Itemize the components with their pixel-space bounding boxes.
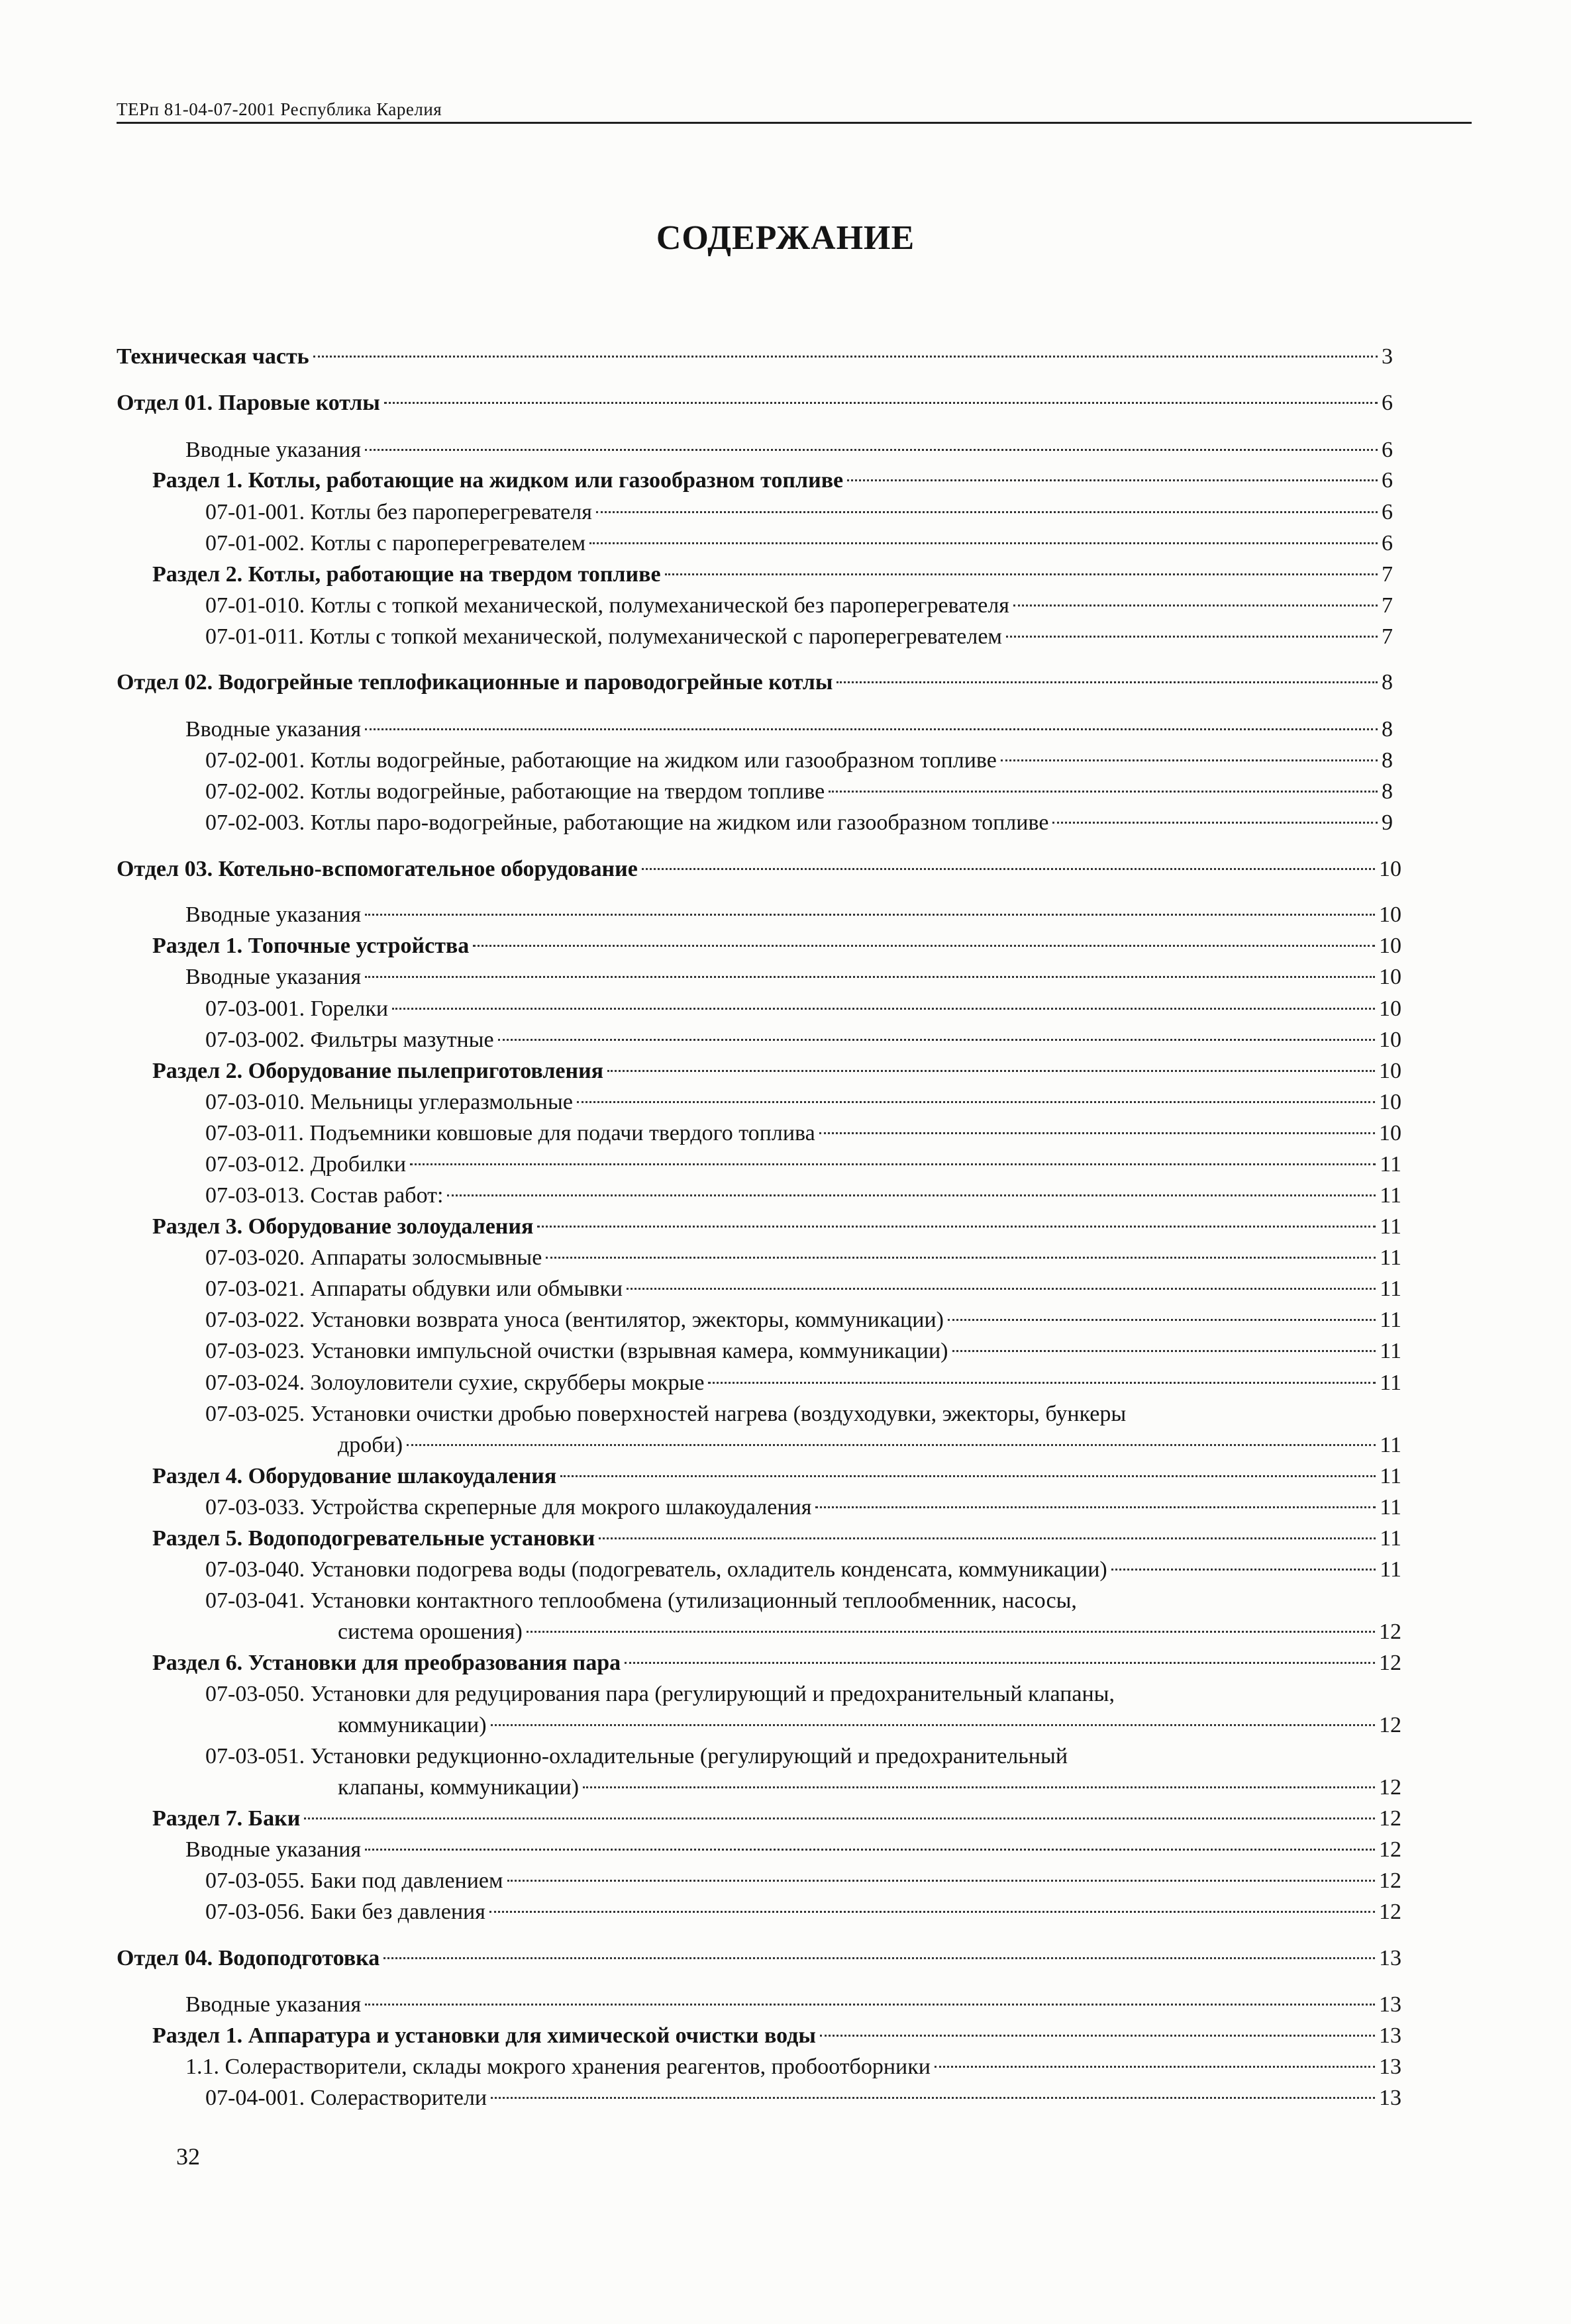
toc-entry[interactable] (205, 528, 1401, 559)
toc-page-number: 10 (1379, 1028, 1401, 1052)
toc-page-number: 10 (1379, 857, 1401, 881)
toc-page-number: 6 (1382, 531, 1393, 556)
toc-page-number: 6 (1382, 438, 1393, 462)
toc-heading[interactable] (117, 1943, 1401, 1974)
toc-entry[interactable] (205, 1180, 1401, 1211)
toc-entry[interactable] (205, 1118, 1401, 1149)
dot-leader (313, 356, 1378, 358)
toc-entry-text: Раздел 2. Оборудование пылеприготовления (152, 1059, 604, 1083)
toc-page-number: 6 (1382, 468, 1393, 493)
page-title: СОДЕРЖАНИЕ (656, 219, 915, 257)
toc-entry-text: 07-02-001. Котлы водогрейные, работающие на жидком или газообразном топливе (205, 748, 997, 773)
toc-entry-text: 07-03-022. Установки возврата уноса (вентилятор, эжекторы, коммуникации) (205, 1308, 944, 1332)
dot-leader (599, 1537, 1376, 1539)
toc-entry-text: Отдел 01. Паровые котлы (117, 391, 380, 415)
toc-entry[interactable] (205, 1087, 1401, 1118)
dot-leader (498, 1039, 1375, 1041)
toc-entry[interactable] (185, 961, 1401, 993)
toc-entry-text: 07-03-041. Установки контактного теплообмена (утилизационный теплообменник, насосы, (205, 1588, 1077, 1613)
toc-page-number: 8 (1382, 748, 1393, 773)
toc-heading[interactable] (152, 930, 1401, 961)
toc-entry-text: Вводные указания (185, 1837, 362, 1862)
toc-page-number: 12 (1379, 1713, 1401, 1737)
toc-heading[interactable] (152, 1461, 1401, 1492)
dot-leader (473, 945, 1375, 947)
dot-leader (596, 511, 1378, 513)
toc-entry-text: 07-03-055. Баки под давлением (205, 1868, 503, 1893)
toc-entry-text: 07-01-001. Котлы без пароперегревателя (205, 500, 592, 524)
toc-heading[interactable] (152, 465, 1401, 496)
dot-leader (847, 479, 1378, 481)
toc-entry[interactable] (205, 1335, 1401, 1367)
toc-entry-text: 07-04-001. Солерастворители (205, 2086, 487, 2110)
toc-entry-text: 07-03-020. Аппараты золосмывные (205, 1245, 542, 1270)
dot-leader (489, 1911, 1375, 1913)
toc-entry-text: Раздел 1. Топочные устройства (152, 934, 470, 958)
toc-entry-text: 07-01-010. Котлы с топкой механической, полумеханической без пароперегревателя (205, 593, 1009, 618)
toc-page-number: 12 (1379, 1620, 1401, 1644)
toc-heading[interactable] (152, 1055, 1401, 1087)
toc-heading[interactable] (117, 387, 1401, 418)
toc-heading[interactable] (152, 1211, 1401, 1242)
dot-leader (410, 1163, 1376, 1165)
dot-leader (560, 1475, 1376, 1477)
toc-page-number: 11 (1380, 1308, 1401, 1332)
toc-entry[interactable] (205, 745, 1401, 776)
toc-entry-text: Раздел 4. Оборудование шлакоудаления (152, 1464, 557, 1488)
dot-leader (819, 1132, 1375, 1134)
dot-leader (589, 542, 1378, 544)
toc-page-number: 9 (1382, 810, 1393, 835)
toc-page-number: 11 (1380, 1433, 1401, 1457)
toc-page-number: 10 (1379, 996, 1401, 1021)
toc-entry-text: Раздел 6. Установки для преобразования пара (152, 1651, 621, 1675)
toc-heading[interactable] (152, 1647, 1401, 1678)
toc-entry[interactable] (205, 1149, 1401, 1180)
dot-leader (384, 402, 1378, 404)
toc-entry[interactable] (185, 1834, 1401, 1865)
toc-entry[interactable] (338, 1616, 1401, 1647)
dot-leader (546, 1257, 1376, 1259)
toc-page-number: 12 (1379, 1775, 1401, 1800)
dot-leader (577, 1101, 1375, 1103)
toc-page-number: 11 (1380, 1214, 1401, 1239)
toc-page-number: 7 (1382, 624, 1393, 649)
toc-entry-text: 07-01-011. Котлы с топкой механической, полумеханической с пароперегревателем (205, 624, 1002, 649)
dot-leader (392, 1008, 1375, 1010)
toc-entry-text: 07-03-040. Установки подогрева воды (подогреватель, охладитель конденсата, коммуникации) (205, 1557, 1107, 1582)
toc-entry-text: 07-03-023. Установки импульсной очистки (взрывная камера, коммуникации) (205, 1339, 948, 1363)
toc-entry[interactable] (185, 2051, 1401, 2082)
dot-leader (1006, 636, 1378, 638)
toc-entry-text: Раздел 2. Котлы, работающие на твердом топливе (152, 562, 661, 587)
toc-page-number: 13 (1379, 2055, 1401, 2079)
toc-entry[interactable] (205, 1024, 1401, 1055)
toc-entry-text: 07-03-001. Горелки (205, 996, 389, 1021)
toc-entry-text: Отдел 03. Котельно-вспомогательное оборудование (117, 857, 638, 881)
toc-page-number: 11 (1380, 1152, 1401, 1177)
toc-entry-text: 1.1. Солерастворители, склады мокрого хранения реагентов, пробоотборники (185, 2055, 931, 2079)
toc-entry-text: Раздел 5. Водоподогревательные установки (152, 1526, 595, 1551)
toc-page-number: 11 (1380, 1339, 1401, 1363)
dot-leader (583, 1786, 1375, 1788)
toc-entry[interactable] (185, 1989, 1401, 2020)
toc-entry-text: 07-03-010. Мельницы углеразмольные (205, 1090, 573, 1114)
toc-entry-text: 07-03-025. Установки очистки дробью поверхностей нагрева (воздуходувки, эжекторы, бункеры (205, 1402, 1127, 1426)
toc-entry-text: 07-03-033. Устройства скреперные для мокрого шлакоудаления (205, 1495, 812, 1520)
toc-page-number: 8 (1382, 779, 1393, 804)
toc-entry-text: Отдел 04. Водоподготовка (117, 1946, 380, 1970)
toc-page-number: 11 (1380, 1277, 1401, 1301)
dot-leader (836, 681, 1378, 683)
toc-entry[interactable] (205, 1242, 1401, 1273)
dot-leader (1111, 1569, 1376, 1571)
toc-page-number: 13 (1379, 1946, 1401, 1970)
toc-page-number: 11 (1380, 1245, 1401, 1270)
toc-page-number: 11 (1380, 1557, 1401, 1582)
dot-leader (815, 1506, 1376, 1508)
toc-heading[interactable] (117, 667, 1401, 698)
toc-page-number: 11 (1380, 1371, 1401, 1395)
page-number: 32 (176, 2143, 200, 2170)
toc-page-number: 12 (1379, 1900, 1401, 1924)
dot-leader (1013, 605, 1378, 606)
dot-leader (491, 2097, 1375, 2099)
toc-entry-text: Отдел 02. Водогрейные теплофикационные и пароводогрейные котлы (117, 670, 833, 695)
toc-entry-text: 07-03-024. Золоуловители сухие, скрубберы мокрые (205, 1371, 705, 1395)
toc-entry[interactable] (205, 1367, 1401, 1398)
toc-entry-text: Вводные указания (185, 965, 362, 989)
toc-page-number: 13 (1379, 2023, 1401, 2048)
toc-page-number: 6 (1382, 391, 1393, 415)
dot-leader (665, 573, 1378, 575)
toc-heading[interactable] (152, 1803, 1401, 1834)
dot-leader (365, 728, 1378, 730)
toc-entry[interactable] (205, 1554, 1401, 1585)
toc-entry-text: Вводные указания (185, 902, 362, 927)
toc-entry[interactable] (205, 1492, 1401, 1523)
dot-leader (948, 1319, 1376, 1321)
dot-leader (365, 1849, 1375, 1851)
toc-page-number: 11 (1380, 1464, 1401, 1488)
toc-page-number: 11 (1380, 1183, 1401, 1208)
dot-leader (627, 1288, 1376, 1290)
toc-entry-text: 07-03-051. Установки редукционно-охладительные (регулирующий и предохранительный (205, 1744, 1068, 1768)
dot-leader (491, 1724, 1375, 1726)
toc-entry[interactable] (185, 434, 1401, 465)
toc-entry[interactable] (338, 1429, 1401, 1461)
toc-entry[interactable] (338, 1710, 1401, 1741)
toc-entry-text: Вводные указания (185, 717, 362, 742)
toc-page-number: 13 (1379, 1992, 1401, 2017)
toc-heading[interactable] (152, 1523, 1401, 1554)
toc-entry-text: 07-03-021. Аппараты обдувки или обмывки (205, 1277, 623, 1301)
toc-entry-text: Вводные указания (185, 438, 362, 462)
toc-entry[interactable] (205, 1865, 1401, 1896)
toc-entry-text: Раздел 7. Баки (152, 1806, 301, 1831)
toc-entry-text: 07-02-003. Котлы паро-водогрейные, работающие на жидком или газообразном топливе (205, 810, 1049, 835)
toc-entry-text: система орошения) (338, 1620, 523, 1644)
dot-leader (1052, 822, 1378, 824)
toc-entry[interactable] (205, 807, 1401, 838)
toc-entry-text: Техническая часть (117, 344, 309, 369)
toc-page-number: 12 (1379, 1837, 1401, 1862)
dot-leader (365, 976, 1375, 978)
toc-page-number: 10 (1379, 1059, 1401, 1083)
toc-entry[interactable] (338, 1772, 1401, 1803)
toc-page-number: 11 (1380, 1495, 1401, 1520)
toc-page-number: 8 (1382, 670, 1393, 695)
toc-entry[interactable] (205, 1273, 1401, 1304)
toc-page-number: 12 (1379, 1651, 1401, 1675)
toc-entry-text: Раздел 3. Оборудование золоудаления (152, 1214, 534, 1239)
toc-page-number: 11 (1380, 1526, 1401, 1551)
toc-page-number: 7 (1382, 593, 1393, 618)
dot-leader (304, 1817, 1375, 1819)
toc-entry-text: 07-02-002. Котлы водогрейные, работающие на твердом топливе (205, 779, 825, 804)
toc-entry-text: Раздел 1. Аппаратура и установки для химической очистки воды (152, 2023, 816, 2048)
dot-leader (1001, 759, 1378, 761)
toc-page-number: 8 (1382, 717, 1393, 742)
toc-entry[interactable] (205, 590, 1401, 621)
toc-entry[interactable] (185, 714, 1401, 745)
toc-heading[interactable] (117, 341, 1401, 372)
toc-page-number: 12 (1379, 1868, 1401, 1893)
dot-leader (829, 791, 1378, 793)
toc-page-number: 10 (1379, 1090, 1401, 1114)
toc-entry-text: дроби) (338, 1433, 403, 1457)
toc-entry[interactable] (205, 1896, 1401, 1927)
toc-page-number: 10 (1379, 934, 1401, 958)
toc-page-number: 10 (1379, 902, 1401, 927)
toc-entry[interactable] (205, 621, 1401, 652)
dot-leader (935, 2066, 1375, 2068)
toc-entry[interactable] (205, 993, 1401, 1024)
dot-leader (708, 1382, 1376, 1384)
toc-page-number: 10 (1379, 1121, 1401, 1145)
toc-page-number: 12 (1379, 1806, 1401, 1831)
dot-leader (383, 1957, 1375, 1959)
dot-leader (527, 1631, 1375, 1633)
running-header: ТЕРп 81-04-07-2001 Республика Карелия (117, 99, 442, 119)
toc-heading[interactable] (152, 2020, 1401, 2051)
toc-page-number: 13 (1379, 2086, 1401, 2110)
toc-page-number: 3 (1382, 344, 1393, 369)
toc-entry-text: 07-03-050. Установки для редуцирования пара (регулирующий и предохранительный клапаны, (205, 1682, 1115, 1706)
dot-leader (407, 1444, 1376, 1446)
toc-entry-text: 07-03-012. Дробилки (205, 1152, 407, 1177)
dot-leader (365, 914, 1375, 916)
dot-leader (537, 1226, 1376, 1228)
toc-entry-text: 07-03-011. Подъемники ковшовые для подачи твердого топлива (205, 1121, 815, 1145)
toc-page-number: 7 (1382, 562, 1393, 587)
dot-leader (447, 1194, 1376, 1196)
toc-entry[interactable] (205, 497, 1401, 528)
toc-heading[interactable] (117, 853, 1401, 885)
toc-page-number: 6 (1382, 500, 1393, 524)
dot-leader (625, 1662, 1375, 1664)
toc-entry-text: 07-03-056. Баки без давления (205, 1900, 485, 1924)
dot-leader (642, 868, 1375, 870)
toc-heading[interactable] (152, 559, 1401, 590)
toc-entry-text: 07-03-013. Состав работ: (205, 1183, 444, 1208)
toc-entry[interactable] (205, 776, 1401, 807)
toc-entry-text: Вводные указания (185, 1992, 362, 2017)
toc-entry-text: клапаны, коммуникации) (338, 1775, 580, 1800)
dot-leader (952, 1350, 1376, 1352)
dot-leader (365, 2004, 1375, 2006)
toc-entry-text: 07-03-002. Фильтры мазутные (205, 1028, 494, 1052)
toc-entry[interactable] (185, 899, 1401, 930)
toc-entry-text: коммуникации) (338, 1713, 487, 1737)
dot-leader (820, 2035, 1375, 2037)
toc-entry[interactable] (205, 2082, 1401, 2113)
dot-leader (607, 1070, 1375, 1072)
dot-leader (507, 1880, 1375, 1882)
toc-entry[interactable] (205, 1304, 1401, 1335)
toc-entry-text: Раздел 1. Котлы, работающие на жидком или газообразном топливе (152, 468, 844, 493)
toc-page-number: 10 (1379, 965, 1401, 989)
dot-leader (365, 449, 1378, 451)
toc-entry-text: 07-01-002. Котлы с пароперегревателем (205, 531, 586, 556)
